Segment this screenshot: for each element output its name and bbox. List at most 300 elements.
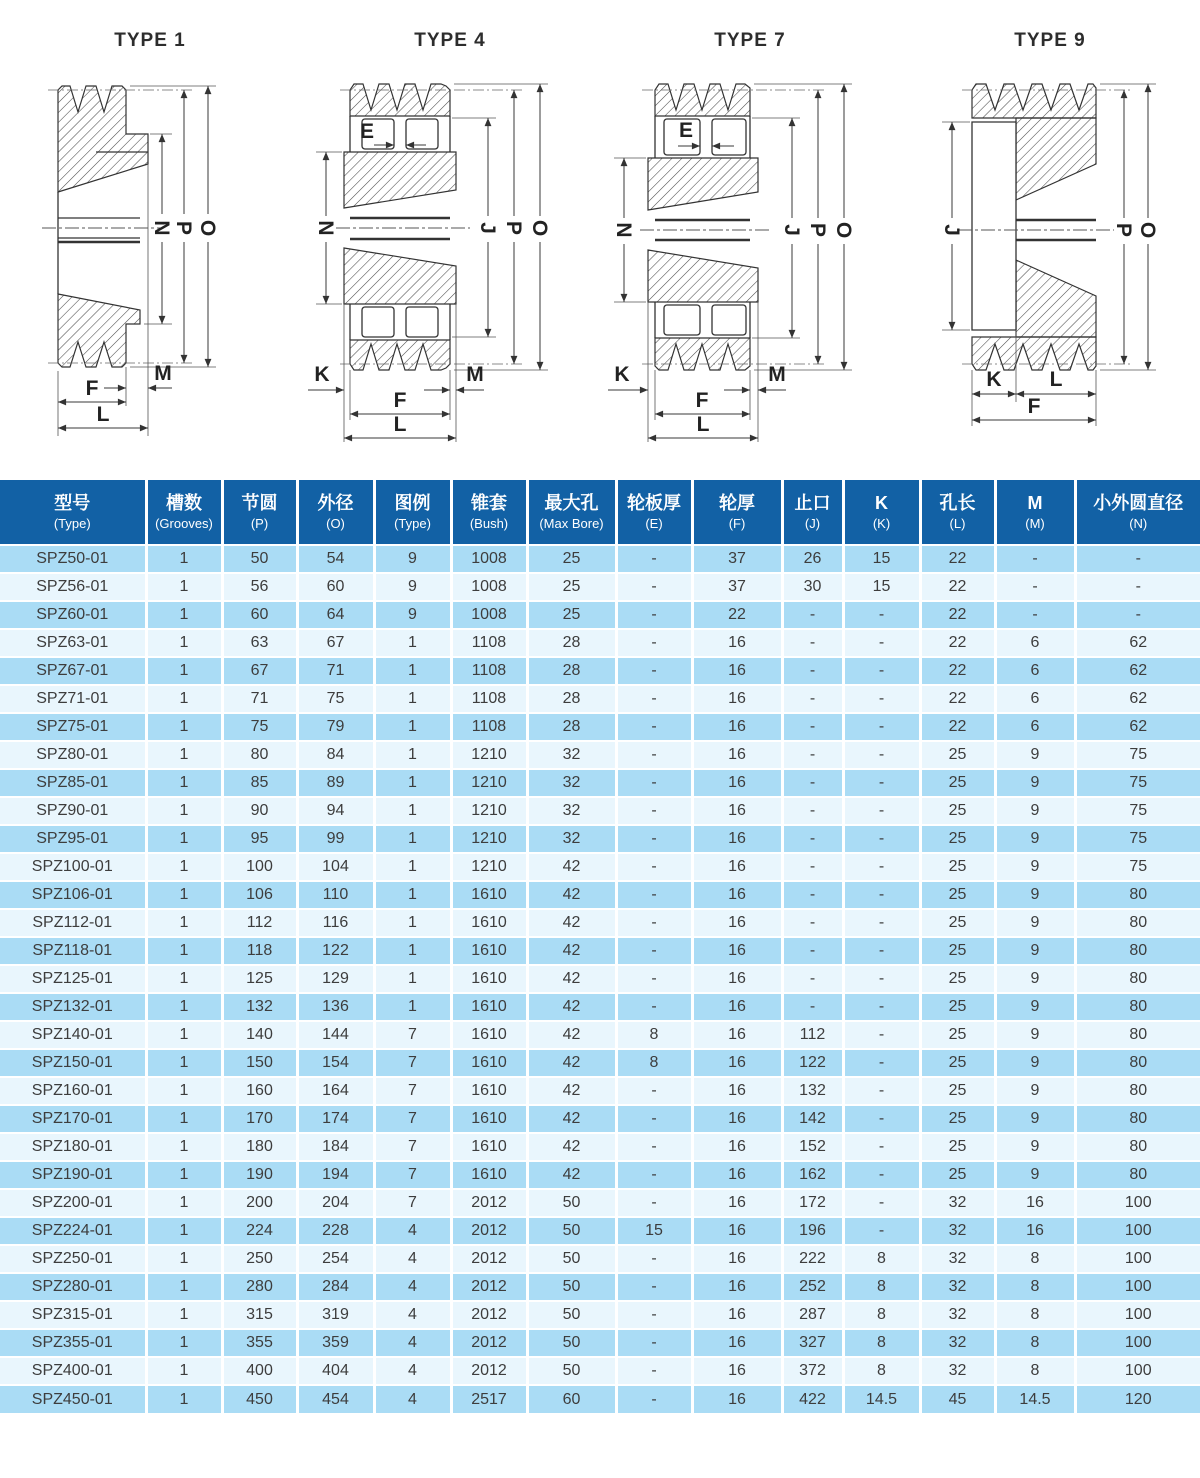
model-cell: SPZ150-01: [0, 1049, 146, 1077]
value-cell: 280: [222, 1273, 297, 1301]
value-cell: 9: [995, 853, 1075, 881]
value-cell: 42: [527, 937, 616, 965]
value-cell: 25: [920, 1077, 995, 1105]
table-row: [0, 545, 1200, 573]
dim-label-p: P: [502, 220, 525, 236]
value-cell: 16: [692, 1049, 782, 1077]
value-cell: 71: [297, 657, 374, 685]
model-cell: SPZ400-01: [0, 1357, 146, 1385]
value-cell: 32: [920, 1273, 995, 1301]
value-cell: 89: [297, 769, 374, 797]
dim-label-l: L: [1049, 368, 1063, 391]
value-cell: 1: [146, 601, 222, 629]
value-cell: -: [616, 1329, 692, 1357]
value-cell: 16: [692, 965, 782, 993]
value-cell: 1: [374, 909, 451, 937]
column-header: [374, 480, 451, 545]
value-cell: 60: [222, 601, 297, 629]
column-header-en: (E): [645, 515, 663, 531]
value-cell: 50: [527, 1273, 616, 1301]
value-cell: 254: [297, 1245, 374, 1273]
value-cell: 42: [527, 1049, 616, 1077]
value-cell: 1: [146, 545, 222, 573]
value-cell: 9: [995, 1077, 1075, 1105]
value-cell: -: [616, 909, 692, 937]
value-cell: 9: [995, 1049, 1075, 1077]
model-cell: SPZ63-01: [0, 629, 146, 657]
dim-label-o: O: [528, 219, 551, 237]
drawing-title: TYPE 4: [414, 30, 486, 51]
model-cell: SPZ60-01: [0, 601, 146, 629]
value-cell: 16: [692, 1217, 782, 1245]
value-cell: -: [616, 1301, 692, 1329]
column-header: [451, 480, 527, 545]
value-cell: -: [782, 601, 843, 629]
table-row: [0, 1301, 1200, 1329]
value-cell: 2517: [451, 1385, 527, 1413]
table-row: [0, 1105, 1200, 1133]
value-cell: 22: [920, 657, 995, 685]
value-cell: 16: [692, 685, 782, 713]
value-cell: 25: [527, 601, 616, 629]
column-header: [146, 480, 222, 545]
value-cell: 1: [146, 657, 222, 685]
value-cell: 50: [527, 1189, 616, 1217]
value-cell: 1210: [451, 769, 527, 797]
model-cell: SPZ90-01: [0, 797, 146, 825]
value-cell: 15: [843, 545, 920, 573]
column-header-en: (F): [728, 515, 746, 531]
value-cell: 67: [222, 657, 297, 685]
value-cell: 16: [692, 1105, 782, 1133]
value-cell: 42: [527, 1105, 616, 1133]
value-cell: 164: [297, 1077, 374, 1105]
value-cell: 1610: [451, 1021, 527, 1049]
value-cell: -: [782, 685, 843, 713]
model-cell: SPZ224-01: [0, 1217, 146, 1245]
value-cell: 30: [782, 573, 843, 601]
value-cell: 9: [995, 881, 1075, 909]
value-cell: 60: [527, 1385, 616, 1413]
value-cell: 9: [374, 545, 451, 573]
value-cell: 25: [920, 965, 995, 993]
value-cell: 100: [1075, 1245, 1200, 1273]
value-cell: 315: [222, 1301, 297, 1329]
value-cell: 1108: [451, 629, 527, 657]
value-cell: 37: [692, 545, 782, 573]
value-cell: 45: [920, 1385, 995, 1413]
value-cell: 1: [146, 853, 222, 881]
value-cell: 16: [995, 1217, 1075, 1245]
value-cell: 110: [297, 881, 374, 909]
value-cell: 120: [1075, 1385, 1200, 1413]
value-cell: -: [782, 741, 843, 769]
value-cell: 1610: [451, 881, 527, 909]
value-cell: 42: [527, 1133, 616, 1161]
value-cell: 25: [527, 573, 616, 601]
value-cell: 106: [222, 881, 297, 909]
model-cell: SPZ160-01: [0, 1077, 146, 1105]
model-cell: SPZ140-01: [0, 1021, 146, 1049]
value-cell: 25: [920, 1105, 995, 1133]
value-cell: 25: [920, 741, 995, 769]
column-header-en: (Bush): [469, 515, 509, 531]
value-cell: 64: [297, 601, 374, 629]
value-cell: 94: [297, 797, 374, 825]
value-cell: 1: [374, 853, 451, 881]
value-cell: 454: [297, 1385, 374, 1413]
value-cell: 28: [527, 713, 616, 741]
value-cell: 9: [995, 1105, 1075, 1133]
value-cell: -: [616, 1357, 692, 1385]
value-cell: 4: [374, 1217, 451, 1245]
dim-label-l: L: [96, 403, 110, 426]
value-cell: 122: [297, 937, 374, 965]
value-cell: 1: [146, 797, 222, 825]
column-header-en: (K): [872, 515, 891, 531]
table-row: [0, 937, 1200, 965]
value-cell: 16: [692, 1161, 782, 1189]
value-cell: 42: [527, 881, 616, 909]
value-cell: 1008: [451, 601, 527, 629]
value-cell: 42: [527, 853, 616, 881]
value-cell: -: [616, 1189, 692, 1217]
table-row: [0, 769, 1200, 797]
column-header-zh: 小外圆直径: [1093, 493, 1184, 514]
value-cell: 1210: [451, 741, 527, 769]
value-cell: 1: [374, 685, 451, 713]
value-cell: 1008: [451, 545, 527, 573]
value-cell: -: [616, 1133, 692, 1161]
value-cell: 1: [146, 1077, 222, 1105]
value-cell: 84: [297, 741, 374, 769]
value-cell: 2012: [451, 1357, 527, 1385]
value-cell: 8: [616, 1021, 692, 1049]
value-cell: 26: [782, 545, 843, 573]
value-cell: 112: [782, 1021, 843, 1049]
value-cell: 8: [843, 1357, 920, 1385]
value-cell: 116: [297, 909, 374, 937]
value-cell: 16: [692, 1021, 782, 1049]
column-header-zh: 节圆: [241, 493, 278, 514]
value-cell: 184: [297, 1133, 374, 1161]
value-cell: 1: [146, 769, 222, 797]
table-row: [0, 713, 1200, 741]
value-cell: 129: [297, 965, 374, 993]
value-cell: -: [843, 629, 920, 657]
value-cell: 16: [692, 853, 782, 881]
value-cell: 1: [146, 741, 222, 769]
value-cell: 9: [995, 993, 1075, 1021]
value-cell: 1: [146, 1049, 222, 1077]
table-row: [0, 853, 1200, 881]
value-cell: 75: [1075, 853, 1200, 881]
value-cell: -: [616, 797, 692, 825]
value-cell: 2012: [451, 1301, 527, 1329]
value-cell: 54: [297, 545, 374, 573]
value-cell: 224: [222, 1217, 297, 1245]
value-cell: -: [616, 741, 692, 769]
model-cell: SPZ112-01: [0, 909, 146, 937]
value-cell: 1: [374, 657, 451, 685]
value-cell: 16: [692, 713, 782, 741]
value-cell: 1: [374, 713, 451, 741]
value-cell: -: [616, 853, 692, 881]
drawing-title: TYPE 7: [714, 30, 786, 51]
type-4-diagram: [300, 22, 600, 472]
value-cell: 1: [146, 1273, 222, 1301]
table-row: [0, 629, 1200, 657]
value-cell: 172: [782, 1189, 843, 1217]
value-cell: 16: [692, 1301, 782, 1329]
value-cell: -: [843, 1189, 920, 1217]
value-cell: 6: [995, 629, 1075, 657]
column-header-zh: 孔长: [939, 493, 976, 514]
value-cell: -: [843, 853, 920, 881]
value-cell: 4: [374, 1357, 451, 1385]
table-row: [0, 965, 1200, 993]
value-cell: 140: [222, 1021, 297, 1049]
value-cell: -: [782, 909, 843, 937]
value-cell: -: [1075, 601, 1200, 629]
value-cell: 9: [995, 1021, 1075, 1049]
value-cell: 80: [1075, 1133, 1200, 1161]
model-cell: SPZ75-01: [0, 713, 146, 741]
value-cell: 50: [527, 1329, 616, 1357]
column-header: [222, 480, 297, 545]
value-cell: 2012: [451, 1189, 527, 1217]
value-cell: 14.5: [843, 1385, 920, 1413]
value-cell: -: [782, 825, 843, 853]
value-cell: 194: [297, 1161, 374, 1189]
value-cell: 32: [920, 1217, 995, 1245]
table-row: [0, 993, 1200, 1021]
value-cell: 136: [297, 993, 374, 1021]
value-cell: 200: [222, 1189, 297, 1217]
dim-label-n: N: [612, 222, 635, 238]
value-cell: 8: [616, 1049, 692, 1077]
value-cell: 8: [995, 1301, 1075, 1329]
value-cell: 22: [920, 685, 995, 713]
value-cell: 25: [920, 1133, 995, 1161]
value-cell: -: [995, 601, 1075, 629]
value-cell: -: [616, 769, 692, 797]
table-row: [0, 1357, 1200, 1385]
value-cell: 287: [782, 1301, 843, 1329]
value-cell: -: [616, 937, 692, 965]
dim-label-m: M: [466, 363, 484, 386]
dim-label-k: K: [986, 368, 1002, 391]
value-cell: 154: [297, 1049, 374, 1077]
value-cell: 62: [1075, 629, 1200, 657]
value-cell: 80: [1075, 909, 1200, 937]
value-cell: 50: [527, 1245, 616, 1273]
model-cell: SPZ200-01: [0, 1189, 146, 1217]
value-cell: 4: [374, 1273, 451, 1301]
value-cell: -: [782, 713, 843, 741]
model-cell: SPZ280-01: [0, 1273, 146, 1301]
value-cell: 37: [692, 573, 782, 601]
value-cell: 79: [297, 713, 374, 741]
table-row: [0, 1189, 1200, 1217]
value-cell: 56: [222, 573, 297, 601]
value-cell: 1: [146, 937, 222, 965]
column-header-zh: 轮板厚: [627, 493, 681, 514]
value-cell: 204: [297, 1189, 374, 1217]
column-header: [782, 480, 843, 545]
model-cell: SPZ450-01: [0, 1385, 146, 1413]
value-cell: -: [782, 993, 843, 1021]
value-cell: 42: [527, 993, 616, 1021]
dim-label-f: F: [1027, 395, 1041, 418]
value-cell: 250: [222, 1245, 297, 1273]
type-4-panel: [300, 0, 600, 480]
value-cell: 100: [1075, 1217, 1200, 1245]
table-row: [0, 909, 1200, 937]
value-cell: 99: [297, 825, 374, 853]
value-cell: -: [782, 657, 843, 685]
value-cell: 1: [374, 741, 451, 769]
value-cell: -: [1075, 545, 1200, 573]
value-cell: -: [843, 713, 920, 741]
value-cell: 8: [843, 1329, 920, 1357]
value-cell: 190: [222, 1161, 297, 1189]
value-cell: -: [616, 881, 692, 909]
value-cell: -: [616, 601, 692, 629]
value-cell: -: [995, 573, 1075, 601]
value-cell: 42: [527, 1077, 616, 1105]
value-cell: -: [616, 573, 692, 601]
table-head: [0, 480, 1200, 545]
table-header-row: [0, 480, 1200, 545]
value-cell: -: [843, 601, 920, 629]
value-cell: -: [616, 1161, 692, 1189]
value-cell: 404: [297, 1357, 374, 1385]
model-cell: SPZ315-01: [0, 1301, 146, 1329]
value-cell: 8: [843, 1245, 920, 1273]
value-cell: 80: [1075, 937, 1200, 965]
column-header: [920, 480, 995, 545]
value-cell: 32: [527, 825, 616, 853]
value-cell: 9: [995, 741, 1075, 769]
value-cell: 400: [222, 1357, 297, 1385]
value-cell: -: [616, 993, 692, 1021]
value-cell: 6: [995, 685, 1075, 713]
value-cell: 1: [146, 685, 222, 713]
dim-label-f: F: [393, 389, 407, 412]
value-cell: 222: [782, 1245, 843, 1273]
value-cell: 2012: [451, 1245, 527, 1273]
value-cell: -: [616, 629, 692, 657]
value-cell: 372: [782, 1357, 843, 1385]
value-cell: 16: [692, 1385, 782, 1413]
value-cell: 1610: [451, 909, 527, 937]
value-cell: 252: [782, 1273, 843, 1301]
value-cell: 180: [222, 1133, 297, 1161]
value-cell: 327: [782, 1329, 843, 1357]
column-header-zh: 止口: [794, 493, 831, 514]
value-cell: 8: [995, 1273, 1075, 1301]
value-cell: 144: [297, 1021, 374, 1049]
table-row: [0, 881, 1200, 909]
value-cell: 196: [782, 1217, 843, 1245]
value-cell: 75: [1075, 769, 1200, 797]
value-cell: 25: [920, 909, 995, 937]
column-header-zh: 型号: [54, 493, 91, 514]
value-cell: 359: [297, 1329, 374, 1357]
value-cell: 1610: [451, 1161, 527, 1189]
value-cell: 100: [1075, 1273, 1200, 1301]
value-cell: 4: [374, 1301, 451, 1329]
value-cell: -: [995, 545, 1075, 573]
value-cell: 16: [692, 657, 782, 685]
value-cell: 16: [692, 769, 782, 797]
model-cell: SPZ355-01: [0, 1329, 146, 1357]
table-row: [0, 685, 1200, 713]
value-cell: -: [616, 1385, 692, 1413]
dim-label-j: J: [780, 224, 803, 236]
dim-label-k: K: [614, 363, 630, 386]
value-cell: 170: [222, 1105, 297, 1133]
value-cell: 1: [374, 769, 451, 797]
value-cell: 22: [920, 545, 995, 573]
value-cell: 6: [995, 713, 1075, 741]
dim-label-l: L: [696, 413, 710, 436]
dim-label-o: O: [196, 219, 219, 237]
value-cell: 4: [374, 1385, 451, 1413]
value-cell: 9: [995, 825, 1075, 853]
table-row: [0, 825, 1200, 853]
column-header: [297, 480, 374, 545]
column-header-zh: K: [875, 493, 888, 514]
value-cell: 100: [1075, 1329, 1200, 1357]
value-cell: -: [616, 825, 692, 853]
type-1-diagram: [0, 22, 300, 472]
value-cell: 1: [374, 881, 451, 909]
dim-label-e: E: [678, 119, 694, 142]
column-header-en: (Type): [394, 515, 431, 531]
table-row: [0, 601, 1200, 629]
value-cell: 1: [146, 825, 222, 853]
value-cell: 16: [995, 1189, 1075, 1217]
table-row: [0, 741, 1200, 769]
value-cell: 25: [920, 993, 995, 1021]
value-cell: 15: [843, 573, 920, 601]
value-cell: 50: [527, 1217, 616, 1245]
value-cell: 1: [146, 1105, 222, 1133]
table-row: [0, 1021, 1200, 1049]
value-cell: 100: [1075, 1189, 1200, 1217]
model-cell: SPZ67-01: [0, 657, 146, 685]
table-row: [0, 1245, 1200, 1273]
value-cell: 32: [527, 797, 616, 825]
value-cell: 75: [222, 713, 297, 741]
value-cell: 22: [692, 601, 782, 629]
column-header: [843, 480, 920, 545]
value-cell: -: [782, 965, 843, 993]
value-cell: 1610: [451, 1077, 527, 1105]
value-cell: 80: [1075, 881, 1200, 909]
value-cell: -: [843, 1077, 920, 1105]
value-cell: 63: [222, 629, 297, 657]
value-cell: 7: [374, 1133, 451, 1161]
table-row: [0, 797, 1200, 825]
value-cell: -: [843, 657, 920, 685]
value-cell: 62: [1075, 685, 1200, 713]
value-cell: 16: [692, 1077, 782, 1105]
value-cell: 50: [222, 545, 297, 573]
value-cell: 62: [1075, 657, 1200, 685]
